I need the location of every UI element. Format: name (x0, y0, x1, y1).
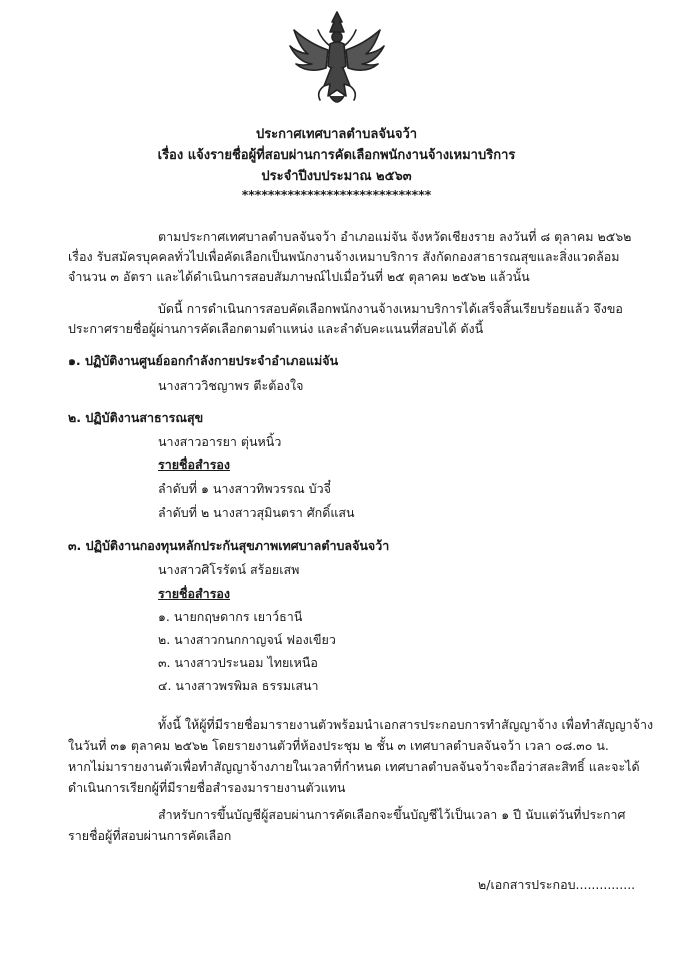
closing-line-5: สำหรับการขึ้นบัญชีผู้สอบผ่านการคัดเลือกจะขึ้นบัญชีไว้เป็นเวลา ๑ ปี นับแต่วันที่ประกาศ (158, 807, 626, 822)
garuda-emblem-icon (286, 10, 388, 112)
announce-line-2: ประกาศรายชื่อผู้ผ่านการคัดเลือกตามตำแหน่ง และลำดับคะแนนที่สอบได้ ดังนี้ (68, 321, 484, 336)
page-continuation: ๒/เอกสารประกอบ............... (478, 877, 636, 892)
announcement-subject: เรื่อง แจ้งรายชื่อผู้ที่สอบผ่านการคัดเลือกพนักงานจ้างเหมาบริการ (157, 148, 516, 163)
section-3-reserve-label: รายชื่อสำรอง (158, 586, 231, 601)
intro-line-1: ตามประกาศเทศบาลตำบลจันจว้า อำเภอแม่จัน จังหวัดเชียงราย ลงวันที่ ๘ ตุลาคม ๒๕๖๒ (158, 229, 632, 244)
closing-line-1: ทั้งนี้ ให้ผู้ที่มีรายชื่อมารายงานตัวพร้อมนำเอกสารประกอบการทำสัญญาจ้าง เพื่อทำสัญญาจ้าง (158, 717, 654, 732)
section-3-reserve-item: ๔. นางสาวพรพิมล ธรรมเสนา (158, 678, 319, 693)
section-2-reserve-label: รายชื่อสำรอง (158, 457, 231, 472)
section-3-selected-name: นางสาวศิโรรัตน์ สร้อยเสพ (158, 562, 300, 577)
section-3-heading: ๓. ปฏิบัติงานกองทุนหลักประกันสุขภาพเทศบาลตำบลจันจว้า (68, 538, 390, 553)
section-1-selected-name: นางสาววิชญาพร ตีะต้องใจ (158, 378, 304, 393)
announcement-fiscal-year: ประจำปีงบประมาณ ๒๕๖๓ (261, 169, 412, 184)
announce-line-1: บัดนี้ การดำเนินการสอบคัดเลือกพนักงานจ้างเหมาบริการได้เสร็จสิ้นเรียบร้อยแล้ว จึงขอ (158, 301, 623, 316)
section-3-reserve-item: ๓. นางสาวประนอม ไทยเหนือ (158, 655, 318, 670)
closing-line-3: หากไม่มารายงานตัวเพื่อทำสัญญาจ้างภายในเวลาที่กำหนด เทศบาลตำบลจันจว้าจะถือว่าสละสิทธิ์ และจะได้ (68, 759, 640, 774)
separator-line: ***************************** (241, 187, 432, 202)
closing-line-4: ดำเนินการเรียกผู้ที่มีรายชื่อสำรองมารายงานตัวแทน (68, 780, 346, 795)
section-3-reserve-item: ๑. นายกฤษดากร เยาว์ธานี (158, 609, 303, 624)
section-2-selected-name: นางสาวอารยา ตุ่นหนิ้ว (158, 434, 282, 449)
closing-line-6: รายชื่อผู้ที่สอบผ่านการคัดเลือก (68, 828, 232, 843)
announcement-title: ประกาศเทศบาลตำบลจันจว้า (255, 127, 418, 142)
intro-line-3: จำนวน ๓ อัตรา และได้ดำเนินการสอบสัมภาษณ์ไปเมื่อวันที่ ๒๕ ตุลาคม ๒๕๖๒ แล้วนั้น (68, 269, 530, 284)
section-1-heading: ๑. ปฏิบัติงานศูนย์ออกกำลังกายประจำอำเภอแม่จัน (68, 353, 339, 368)
section-2-heading: ๒. ปฏิบัติงานสาธารณสุข (68, 410, 204, 425)
closing-line-2: ในวันที่ ๓๑ ตุลาคม ๒๕๖๒ โดยรายงานตัวที่ห้องประชุม ๒ ชั้น ๓ เทศบาลตำบลจันจว้า เวลา ๐๘.๓๐ น. (68, 738, 609, 753)
section-2-reserve-item: ลำดับที่ ๑ นางสาวทิพวรรณ บัวจี๋ (158, 481, 331, 496)
section-2-reserve-item: ลำดับที่ ๒ นางสาวสุมินตรา ศักดิ์แสน (158, 505, 355, 520)
section-3-reserve-item: ๒. นางสาวกนกกาญจน์ ฟองเขียว (158, 632, 336, 647)
intro-line-2: เรื่อง รับสมัครบุคคลทั่วไปเพื่อคัดเลือกเป็นพนักงานจ้างเหมาบริการ สังกัดกองสาธารณสุขและสิ่งแวดล้อม (68, 249, 620, 264)
